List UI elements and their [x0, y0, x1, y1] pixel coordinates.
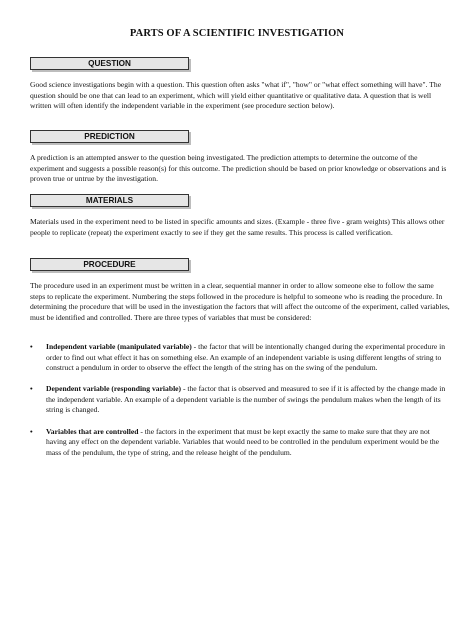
materials-heading: MATERIALS — [30, 194, 189, 207]
materials-paragraph: Materials used in the experiment need to be listed in specific amounts and sizes. (Example - three five - gram weights) This allows other people to replicate (repeat) the experiment exactly to see if they get the same results. This process is called verification. — [30, 217, 445, 237]
list-item-independent-variable — [30, 342, 450, 374]
question-paragraph: Good science investigations begin with a question. This question often asks "what if", "how" or "what effect something will have". The question should be one that can lead to an experiment, which will yield either quantitative or qualitative data. A question that is well written will often identify the independent variable in the experiment (see procedure section below). — [30, 80, 442, 111]
procedure-heading: PROCEDURE — [30, 258, 189, 271]
bullet-icon: • — [30, 342, 33, 351]
prediction-paragraph: A prediction is an attempted answer to the question being investigated. The prediction attempts to determine the outcome of the experiment and suggests a possible reason(s) for this outcome. The prediction should be based on prior knowledge or observations and is proven true or untrue by the investigation. — [30, 153, 447, 184]
variables-list — [30, 342, 450, 469]
controlled-variables-definition: - the factors in the experiment that must be kept exactly the same to make sure that they are not having any effect on the dependent variable. Variables that would need to be controlled in the pendulum experiment would be the mass of the pendulum, the type of string, and the release height of the pendulum. — [46, 426, 439, 457]
independent-variable-definition: - the factor that will be intentionally changed during the experimental procedure in order to find out what effect it has on something else. An example of an independent variable is using different lengths of string to construct a pendulum in order to observe the effect the length of the string has on the swing of the pendulum. — [46, 342, 446, 373]
document-title: PARTS OF A SCIENTIFIC INVESTIGATION — [129, 28, 345, 39]
prediction-heading: PREDICTION — [30, 130, 189, 143]
procedure-paragraph: The procedure used in an experiment must be written in a clear, sequential manner in order to allow someone else to follow the same steps to replicate the experiment. Numbering the steps followed in the procedure is helpful to someone who is reading the procedure. In determining the procedure that will be used in the investigation the factors that will affect the outcome of the experiment, called variables, must be identified and controlled. There are three types of variables that must be considered: — [30, 281, 450, 322]
dependent-variable-term: Dependent variable (responding variable) — [46, 384, 182, 394]
dependent-variable-definition: - the factor that is observed and measured to see if it is affected by the change made in the independent variable. An example of a dependent variable is the number of swings the pendulum makes when the length of its string is changed. — [46, 384, 446, 415]
bullet-icon: • — [30, 426, 33, 436]
controlled-variables-term: Variables that are controlled — [46, 426, 139, 436]
independent-variable-term: Independent variable (manipulated variable) — [46, 342, 192, 351]
question-heading: QUESTION — [30, 57, 189, 70]
bullet-icon: • — [30, 384, 33, 394]
list-item-dependent-variable — [30, 384, 450, 416]
list-item-controlled-variables — [30, 427, 450, 459]
